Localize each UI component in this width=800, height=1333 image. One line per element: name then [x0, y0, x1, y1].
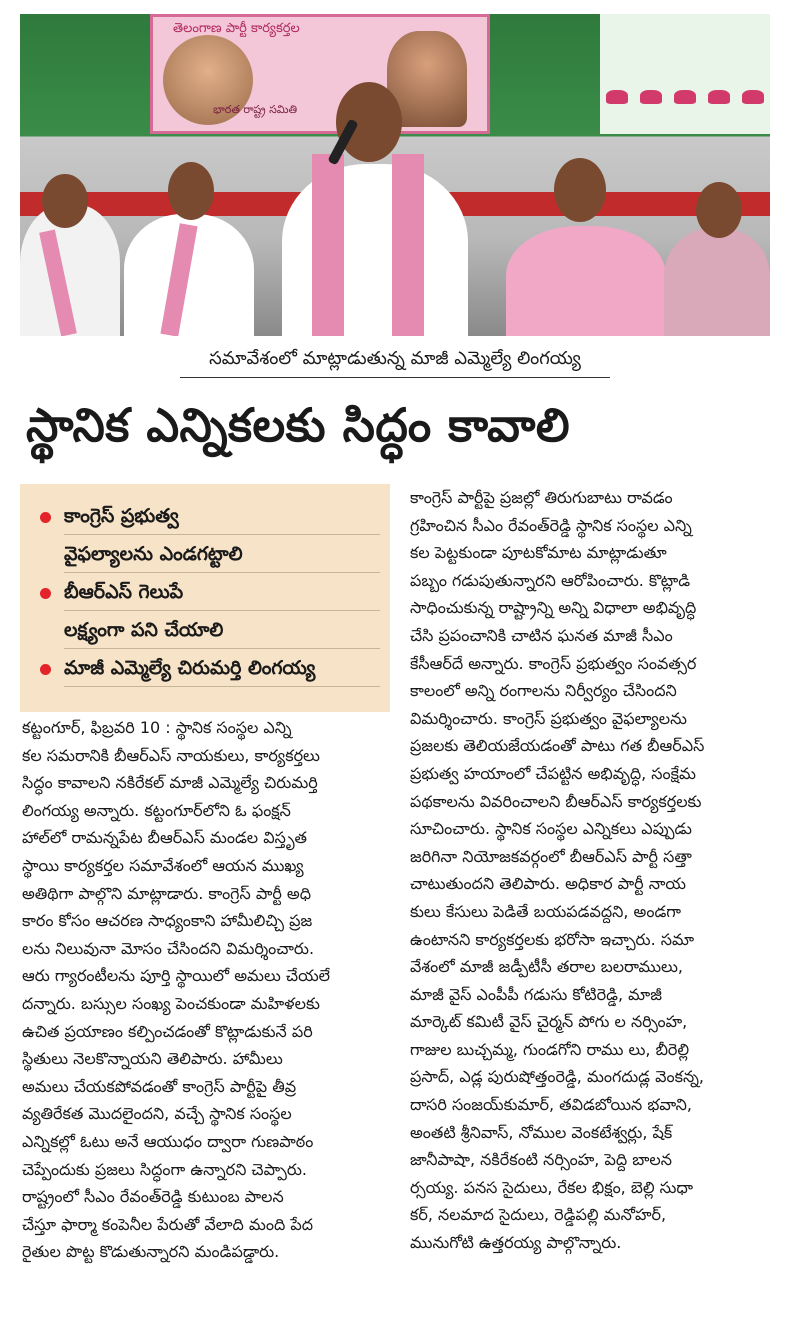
article-text-line: స్థాయి కార్యకర్తల సమావేశంలో ఆయన ముఖ్య — [22, 855, 304, 875]
article-text-line: చేసి ప్రపంచానికి చాటిన ఘనత మాజీ సీఎం — [410, 625, 673, 645]
highlight-item — [30, 650, 380, 687]
article-text-line: కట్టంగూర్, ఫిబ్రవరి 10 : స్థానిక సంస్థల ఎన్ని — [22, 718, 292, 737]
article-text-line: ప్రసాద్, ఎడ్ల పురుషోత్తంరెడ్డి, మంగదుడ్ల వెంకన్న, — [410, 1067, 705, 1087]
headline: స్థానిక ఎన్నికలకు సిద్ధం కావాలి — [26, 398, 571, 452]
article-column-right — [410, 484, 772, 1257]
article-text-line: చాటుతుందని తెలిపారు. అధికార పార్టీ నాయ — [410, 874, 686, 894]
article-text-line: చెప్పేందుకు ప్రజలు సిద్ధంగా ఉన్నారని చెప్పారు. — [22, 1159, 307, 1179]
article-text-line: స్థితులు నెలకొన్నాయని తెలిపారు. హామీలు — [22, 1049, 283, 1069]
article-text-line: కల పెట్టకుండా పూటకోమాట మాట్లాడుతూ — [410, 543, 667, 563]
article-text-line: హాల్‌లో రామన్నపేట బీఆర్ఎస్ మండల విస్తృత — [22, 828, 307, 848]
article-text-line: ఆరు గ్యారంటీలను పూర్తి స్థాయిలో అమలు చేయలే — [22, 966, 331, 986]
article-text-line: పథకాలను వివరించాలని బీఆర్ఎస్ కార్యకర్తలకు — [410, 791, 702, 811]
person-seated — [664, 228, 770, 336]
elephant-icon — [640, 90, 662, 104]
person-head — [696, 182, 742, 238]
article-text-line: కులు కేసులు పెడితే బయపడవద్దని, అండగా — [410, 901, 682, 921]
article-text-line: సాధించుకున్న రాష్ట్రాన్ని అన్ని విధాలా అభివృద్ధి — [410, 598, 697, 618]
highlights-box — [20, 484, 390, 712]
article-text-line: వ్యతిరేకత మొదలైందని, వచ్చే స్థానిక సంస్థల — [22, 1104, 292, 1124]
highlight-line: బీఆర్ఎస్ గెలుపే — [64, 574, 380, 611]
elephant-icon — [674, 90, 696, 104]
article-text-line: విమర్శించారు. కాంగ్రెస్ ప్రభుత్వం వైఫల్యాలను — [410, 708, 687, 728]
elephant-icon — [742, 90, 764, 104]
article-text-line: రాష్ట్రంలో సీఎం రేవంత్‌రెడ్డి కుటుంబ పాలన — [22, 1187, 284, 1207]
article-text-line: పబ్బం గడుపుతున్నారని ఆరోపించారు. కొట్లాడి — [410, 570, 691, 590]
article-text-line: సూచించారు. స్థానిక సంస్థల ఎన్నికలు ఎప్పుడు — [410, 819, 692, 839]
article-text-line: ప్రజలకు తెలియజేయడంతో పాటు గత బీఆర్ఎస్ — [410, 736, 705, 756]
elephant-icon — [606, 90, 628, 104]
article-text-line: లను నిలువునా మోసం చేసిందని విమర్శించారు. — [22, 938, 315, 958]
speaker-head — [336, 82, 402, 162]
highlight-line: మాజీ ఎమ్మెల్యే చిరుమర్తి లింగయ్య — [64, 650, 380, 687]
article-text-line: కాలంలో అన్ని రంగాలను నిర్వీర్యం చేసిందని — [410, 681, 677, 701]
article-text-line: ఉచిత ప్రయాణం కల్పించడంతో కొట్లాడుకునే పరి — [22, 1021, 313, 1041]
article-text-line: లింగయ్య అన్నారు. కట్టంగూర్‌లోని ఓ ఫంక్షన్ — [22, 800, 291, 820]
article-text-line: కాంగ్రెస్ పార్టీపై ప్రజల్లో తిరుగుబాటు రావడం — [410, 488, 673, 507]
article-text-line: ఎన్నికల్లో ఓటు అనే ఆయుధం ద్వారా గుణపాఠం — [22, 1131, 314, 1151]
person-seated — [506, 226, 666, 336]
person-head — [168, 162, 214, 220]
party-scarf — [312, 154, 344, 336]
article-text-line: కర్, నలమాద సైదులు, రెడ్డిపల్లి మనోహర్, — [410, 1205, 667, 1225]
bullet-icon — [40, 664, 51, 675]
backdrop-board — [600, 14, 770, 134]
article-text-line: జానీపాషా, నకిరేకంటి నర్సింహ, పెద్ది బాలన — [410, 1150, 672, 1170]
highlight-line: కాంగ్రెస్ ప్రభుత్వ — [64, 498, 380, 535]
article-text-line: వేశంలో మాజీ జడ్పీటీసీ తరాల బలరాములు, — [410, 957, 683, 977]
speaker — [282, 164, 468, 336]
highlight-item — [30, 498, 380, 573]
article-text-line: అంతటి శ్రీనివాస్, నోముల వెంకటేశ్వర్లు, షేక్ — [410, 1122, 673, 1142]
banner-text-top: తెలంగాణ పార్టీ కార్యకర్తల — [173, 21, 300, 36]
person-head — [42, 174, 88, 228]
article-text-line: అమలు చేయకపోవడంతో కాంగ్రెస్ పార్టీపై తీవ్ర — [22, 1076, 297, 1096]
party-scarf — [392, 154, 424, 336]
article-text-line: చేస్తూ ఫార్మా కంపెనీల పేరుతో వేలాది మంది పేద — [22, 1214, 314, 1234]
highlight-item — [30, 574, 380, 649]
article-text-line: గాజుల బుచ్చమ్మ, గుండగోని రాము లు, బీరెల్లి — [410, 1039, 690, 1059]
article-text-line: ప్రభుత్వ హయాంలో చేపట్టిన అభివృద్ధి, సంక్షేమ — [410, 763, 696, 783]
article-text-line: దాసరి సంజయ్‌కుమార్, తవిడబోయిన భవాని, — [410, 1095, 692, 1115]
article-text-line: కారం కోసం ఆచరణ సాధ్యంకాని హామీలిచ్చి ప్రజ — [22, 911, 313, 931]
article-text-line: ఉంటానని కార్యకర్తలకు భరోసా ఇచ్చారు. సమా — [410, 929, 695, 949]
party-banner — [150, 14, 490, 134]
article-text-line: కల సమరానికి బీఆర్ఎస్ నాయకులు, కార్యకర్తలు — [22, 745, 320, 765]
article-text-line: మునుగోటి ఉత్తరయ్య పాల్గొన్నారు. — [410, 1233, 622, 1253]
article-column-left — [22, 714, 392, 1266]
article-text-line: అతిథిగా పాల్గొని మాట్లాడారు. కాంగ్రెస్ పార్టీ అధి — [22, 883, 311, 903]
article-text-line: జరిగినా నియోజకవర్గంలో బీఆర్ఎస్ పార్టీ సత్తా — [410, 846, 692, 866]
article-text-line: సిద్ధం కావాలని నకిరేకల్ మాజీ ఎమ్మెల్యే చిరుమర్తి — [22, 773, 318, 793]
article-text-line: కేసీఆర్‌దే అన్నారు. కాంగ్రెస్ ప్రభుత్వం సంవత్సర — [410, 653, 697, 673]
person-head — [554, 158, 606, 222]
article-text-line: మాజీ వైస్ ఎంపీపీ గడుసు కోటిరెడ్డి, మాజీ — [410, 984, 662, 1004]
article-text-line: మార్కెట్ కమిటీ వైస్ చైర్మన్ పోగు ల నర్సింహ, — [410, 1012, 688, 1032]
bullet-icon — [40, 588, 51, 599]
article-text-line: దన్నారు. బస్సుల సంఖ్య పెంచకుండా మహిళలకు — [22, 993, 320, 1013]
bullet-icon — [40, 512, 51, 523]
photo-caption: సమావేశంలో మాట్లాడుతున్న మాజీ ఎమ్మెల్యే లింగయ్య — [180, 340, 610, 378]
news-photo — [20, 14, 770, 336]
article-text-line: ర్సయ్య. పనస సైదులు, రేకల భిక్షం, బెల్లి సుధా — [410, 1177, 694, 1197]
elephant-icon — [708, 90, 730, 104]
article-text-line: గ్రహించిన సీఎం రేవంత్‌రెడ్డి స్థానిక సంస్థల ఎన్ని — [410, 515, 692, 535]
highlight-line: లక్ష్యంగా పని చేయాలి — [64, 612, 380, 649]
banner-text-bottom: భారత రాష్ట్ర సమితి — [213, 103, 298, 116]
highlight-line: వైఫల్యాలను ఎండగట్టాలి — [64, 536, 380, 573]
article-text-line: రైతుల పొట్ట కొడుతున్నారని మండిపడ్డారు. — [22, 1242, 280, 1262]
